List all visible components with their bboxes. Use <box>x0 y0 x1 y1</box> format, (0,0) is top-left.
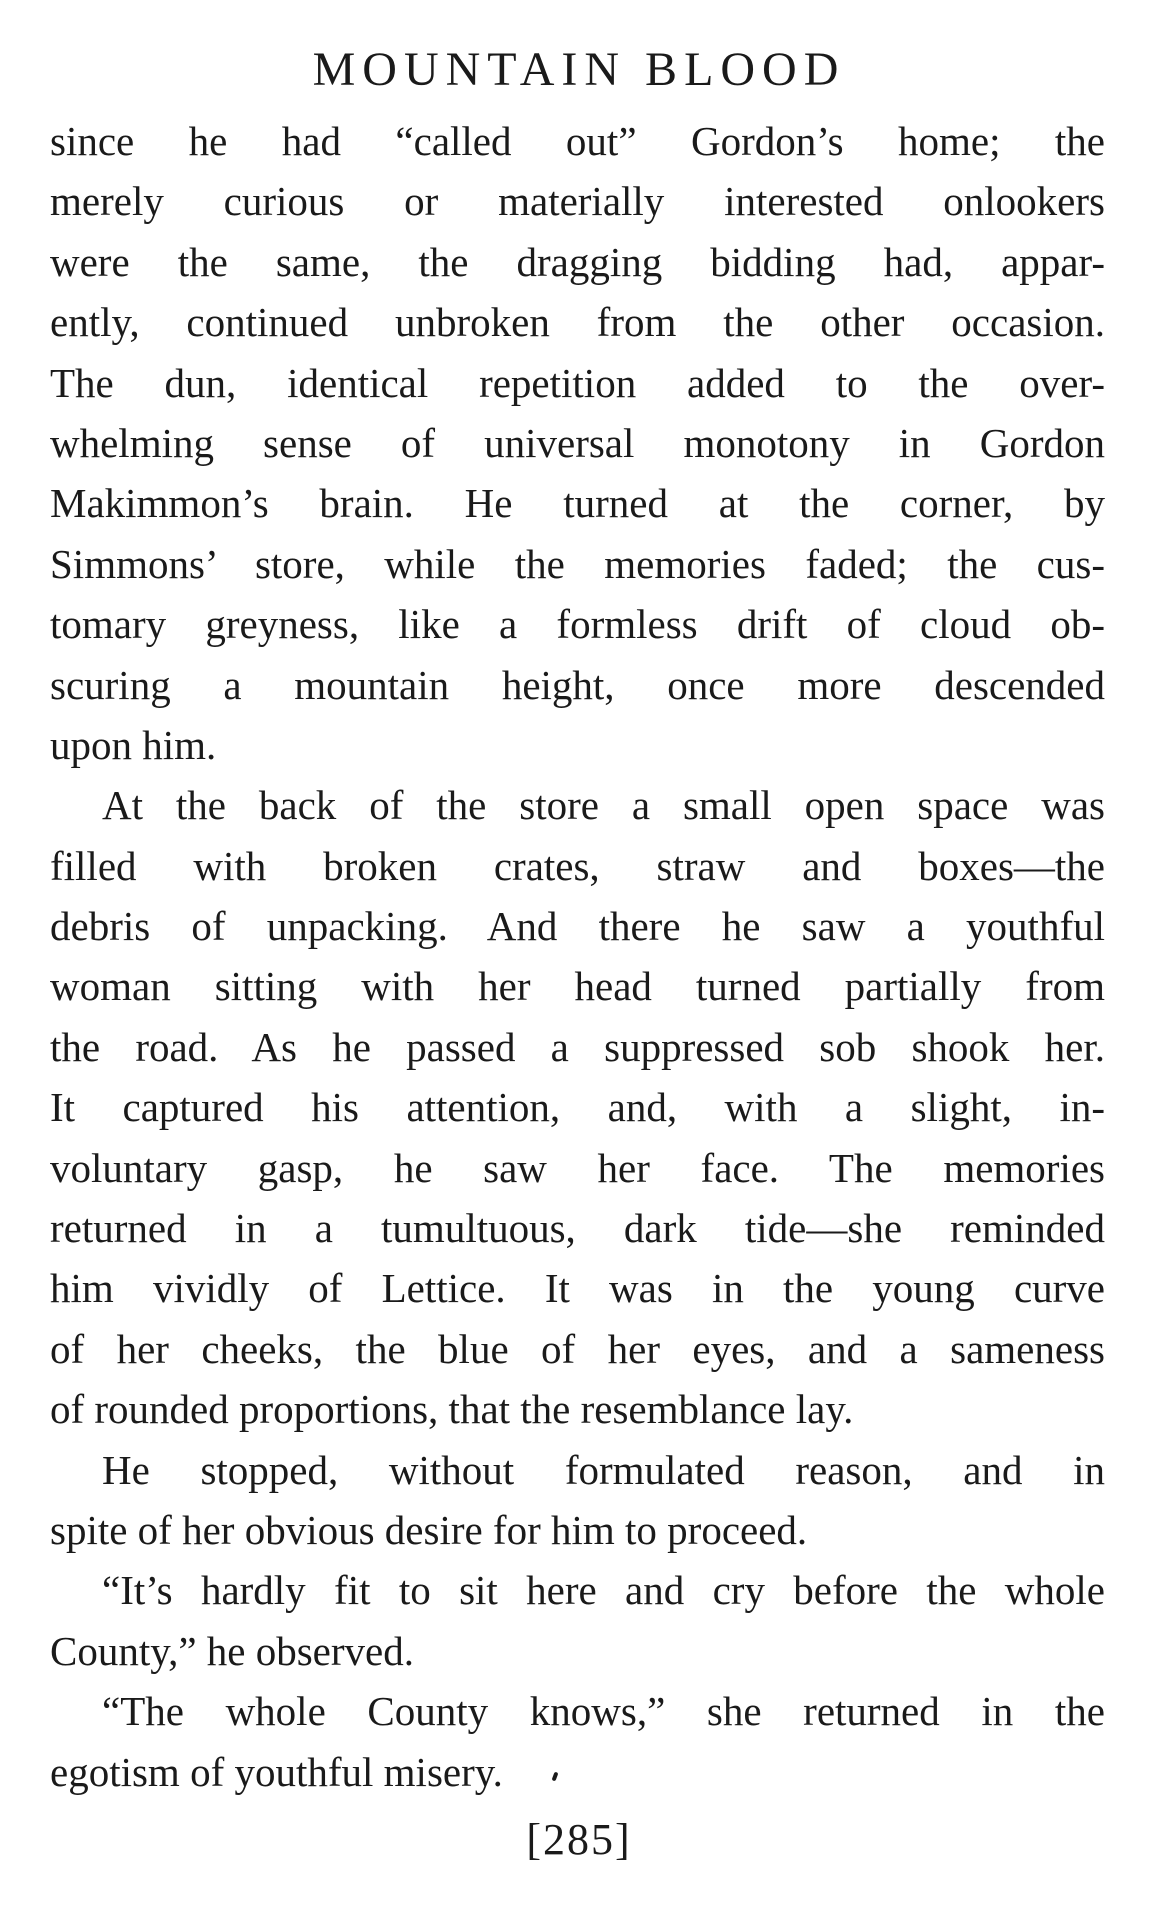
paragraph-5 <box>50 1681 1105 1802</box>
text-line: “It’s hardly fit to sit here and cry before the whole <box>102 1567 1105 1614</box>
text-line: filled with broken crates, straw and boxes—the <box>50 842 1105 889</box>
text-line: He stopped, without formulated reason, and in <box>102 1446 1105 1493</box>
body-text <box>50 111 1105 1802</box>
text-line: egotism of youthful misery. <box>50 1748 503 1795</box>
paragraph-1 <box>50 111 1105 775</box>
text-line: of rounded proportions, that the resemblance lay. <box>50 1386 854 1433</box>
text-line: tomary greyness, like a formless drift of cloud ob- <box>50 601 1105 648</box>
text-line-with-mark <box>50 1742 1105 1802</box>
text-line: upon him. <box>50 721 217 768</box>
text-line: debris of unpacking. And there he saw a youthful <box>50 903 1105 950</box>
text-line: It captured his attention, and, with a slight, in- <box>50 1084 1105 1131</box>
stray-ink-mark <box>551 1771 558 1781</box>
text-line: were the same, the dragging bidding had, appar- <box>50 238 1105 285</box>
text-line: spite of her obvious desire for him to proceed. <box>50 1506 808 1553</box>
text-line: woman sitting with her head turned partially from <box>50 963 1105 1010</box>
paragraph-2 <box>50 775 1105 1439</box>
text-line: since he had “called out” Gordon’s home; the <box>50 118 1105 164</box>
text-line: merely curious or materially interested onlookers <box>50 178 1105 225</box>
text-line: ently, continued unbroken from the other occasion. <box>50 299 1105 346</box>
text-line: Simmons’ store, while the memories faded; the cus- <box>50 540 1105 587</box>
text-line: Makimmon’s brain. He turned at the corner, by <box>50 480 1105 527</box>
text-line: of her cheeks, the blue of her eyes, and a sameness <box>50 1325 1105 1372</box>
text-line: him vividly of Lettice. It was in the young curve <box>50 1265 1105 1312</box>
paragraph-4 <box>50 1560 1105 1681</box>
paragraph-3 <box>50 1440 1105 1561</box>
text-line: “The whole County knows,” she returned in the <box>102 1688 1105 1735</box>
running-head: MOUNTAIN BLOOD <box>312 43 846 96</box>
text-line: returned in a tumultuous, dark tide—she reminded <box>50 1205 1105 1252</box>
page-number: [285] <box>526 1815 632 1864</box>
text-line: The dun, identical repetition added to the over- <box>50 359 1105 406</box>
text-line: At the back of the store a small open space was <box>102 782 1105 829</box>
text-line: voluntary gasp, he saw her face. The memories <box>50 1144 1105 1191</box>
text-line: County,” he observed. <box>50 1627 414 1674</box>
text-line: scuring a mountain height, once more descended <box>50 661 1105 708</box>
text-line: the road. As he passed a suppressed sob shook her. <box>50 1023 1105 1070</box>
text-line: whelming sense of universal monotony in Gordon <box>50 419 1105 466</box>
